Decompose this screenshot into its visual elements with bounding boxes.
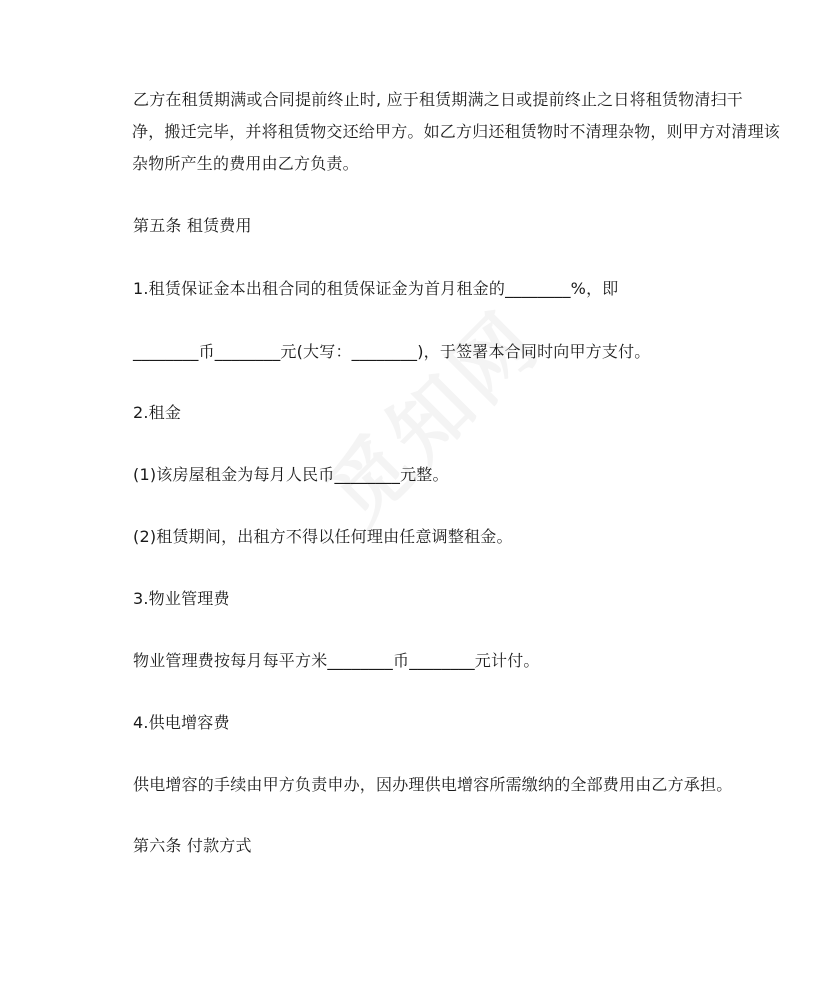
- rent-heading: 2.租金: [133, 403, 182, 422]
- intro-line-1: 乙方在租赁期满或合同提前终止时, 应于租赁期满之日或提前终止之日将租赁物清扫干: [133, 90, 743, 109]
- article-6-heading: 第六条 付款方式: [133, 836, 252, 855]
- deposit-line-1: 1.租赁保证金本出租合同的租赁保证金为首月租金的________%，即: [133, 279, 619, 298]
- intro-line-3: 杂物所产生的费用由乙方负责。: [132, 154, 359, 173]
- watermark: [297, 281, 561, 545]
- rent-item-2: (2)租赁期间，出租方不得以任何理由任意调整租金。: [133, 527, 513, 546]
- property-fee-heading: 3.物业管理费: [133, 589, 230, 608]
- property-fee-text: 物业管理费按每月每平方米________币________元计付。: [133, 651, 540, 670]
- deposit-line-2: ________币________元(大写：________)，于签署本合同时向甲方支付。: [133, 342, 651, 361]
- power-fee-heading: 4.供电增容费: [133, 713, 230, 732]
- rent-item-1: (1)该房屋租金为每月人民币________元整。: [133, 465, 449, 484]
- intro-paragraph: [132, 84, 781, 180]
- article-5-heading: 第五条 租赁费用: [133, 216, 252, 235]
- intro-line-2: 净，搬迁完毕，并将租赁物交还给甲方。如乙方归还租赁物时不清理杂物，则甲方对清理该: [132, 122, 781, 141]
- power-fee-text: 供电增容的手续由甲方负责申办，因办理供电增容所需缴纳的全部费用由乙方承担。: [133, 775, 733, 794]
